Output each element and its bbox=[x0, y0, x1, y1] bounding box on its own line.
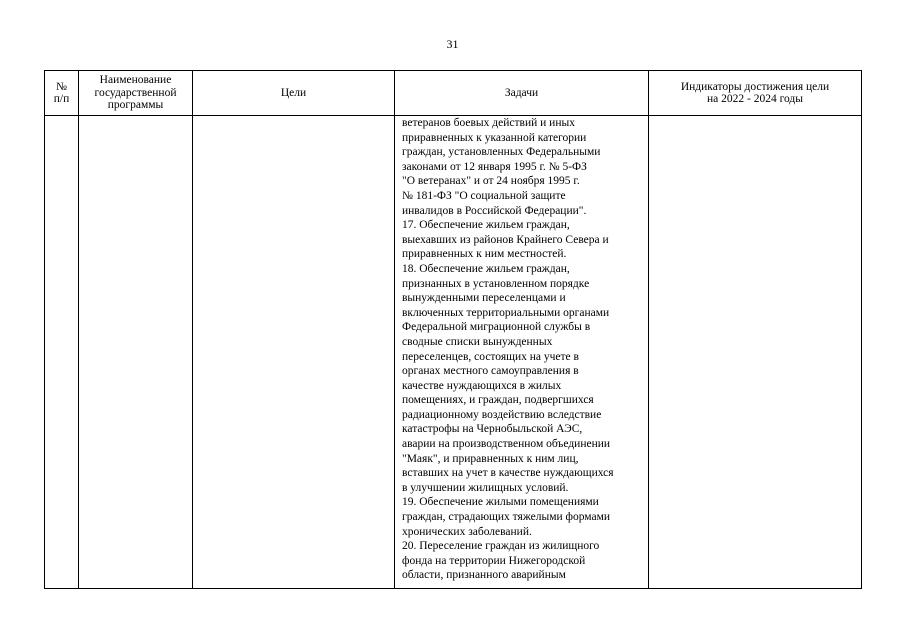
task-text-line: вынужденными переселенцами и bbox=[402, 292, 566, 305]
task-text-line: аварии на производственном объединении bbox=[402, 438, 611, 451]
task-text-line: Федеральной миграционной службы в bbox=[402, 321, 591, 334]
task-text-line: приравненных к указанной категории bbox=[402, 131, 587, 144]
header-indicators-line: на 2022 - 2024 годы bbox=[706, 93, 803, 105]
task-text-line: области, признанного аварийным bbox=[402, 569, 566, 582]
task-text-line: признанных в установленном порядке bbox=[402, 277, 590, 290]
task-text-line: "О ветеранах" и от 24 ноября 1995 г. bbox=[402, 175, 580, 188]
task-text-line: приравненных к ним местностей. bbox=[402, 248, 567, 261]
task-text-line: радиационному воздействию вследствие bbox=[402, 408, 602, 421]
task-text-line: хронических заболеваний. bbox=[402, 525, 532, 538]
task-text-line: вставших на учет в качестве нуждающихся bbox=[402, 467, 614, 480]
task-text-line: "Маяк", и приравненных к ним лиц, bbox=[402, 452, 579, 465]
task-text-line: включенных территориальными органами bbox=[402, 306, 610, 319]
task-text-line: законами от 12 января 1995 г. № 5-ФЗ bbox=[402, 160, 587, 173]
header-goals bbox=[193, 71, 395, 116]
cell-goals bbox=[193, 116, 395, 589]
task-text-line: помещениях, и граждан, подвергшихся bbox=[402, 394, 594, 407]
tasks-text bbox=[402, 116, 644, 583]
task-text-line: 20. Переселение граждан из жилищного bbox=[402, 540, 600, 553]
task-text-line: инвалидов в Российской Федерации". bbox=[402, 204, 587, 217]
task-text-line: катастрофы на Чернобыльской АЭС, bbox=[402, 423, 583, 436]
task-text-line: выехавших из районов Крайнего Севера и bbox=[402, 233, 609, 246]
header-program-name-line: Наименование bbox=[99, 74, 172, 87]
header-indicators bbox=[649, 71, 862, 116]
cell-indicators bbox=[649, 116, 862, 589]
task-text-line: фонда на территории Нижегородской bbox=[402, 554, 586, 567]
task-text-line: № 181-ФЗ "О социальной защите bbox=[402, 189, 566, 202]
task-text-line: органах местного самоуправления в bbox=[402, 365, 579, 378]
task-text-line: ветеранов боевых действий и иных bbox=[402, 117, 575, 129]
table-row bbox=[45, 116, 862, 589]
header-num-line: п/п bbox=[53, 93, 70, 105]
header-num-line: № bbox=[56, 80, 67, 93]
header-tasks bbox=[395, 71, 649, 116]
task-text-line: граждан, страдающих тяжелыми формами bbox=[402, 511, 611, 524]
task-text-line: граждан, установленных Федеральными bbox=[402, 146, 601, 159]
task-text-line: сводные списки вынужденных bbox=[402, 335, 553, 348]
header-program-name-line: государственной bbox=[94, 86, 177, 99]
header-tasks-line: Задачи bbox=[504, 86, 539, 99]
page-number: 31 bbox=[446, 37, 459, 51]
header-goals-line: Цели bbox=[280, 86, 307, 99]
cell-program-name bbox=[79, 116, 193, 589]
header-indicators-line: Индикаторы достижения цели bbox=[680, 80, 830, 93]
task-text-line: 18. Обеспечение жильем граждан, bbox=[402, 262, 570, 275]
task-text-line: 19. Обеспечение жилыми помещениями bbox=[402, 496, 599, 509]
header-program-name bbox=[79, 71, 193, 116]
cell-num bbox=[45, 116, 79, 589]
header-num bbox=[45, 71, 79, 116]
task-text-line: 17. Обеспечение жильем граждан, bbox=[402, 219, 570, 232]
table-header-row bbox=[45, 71, 862, 116]
task-text-line: в улучшении жилищных условий. bbox=[402, 481, 569, 494]
header-program-name-line: программы bbox=[107, 99, 164, 112]
task-text-line: качестве нуждающихся в жилых bbox=[402, 379, 562, 392]
program-table bbox=[44, 70, 862, 589]
task-text-line: переселенцев, состоящих на учете в bbox=[402, 350, 579, 363]
cell-tasks bbox=[395, 116, 649, 589]
